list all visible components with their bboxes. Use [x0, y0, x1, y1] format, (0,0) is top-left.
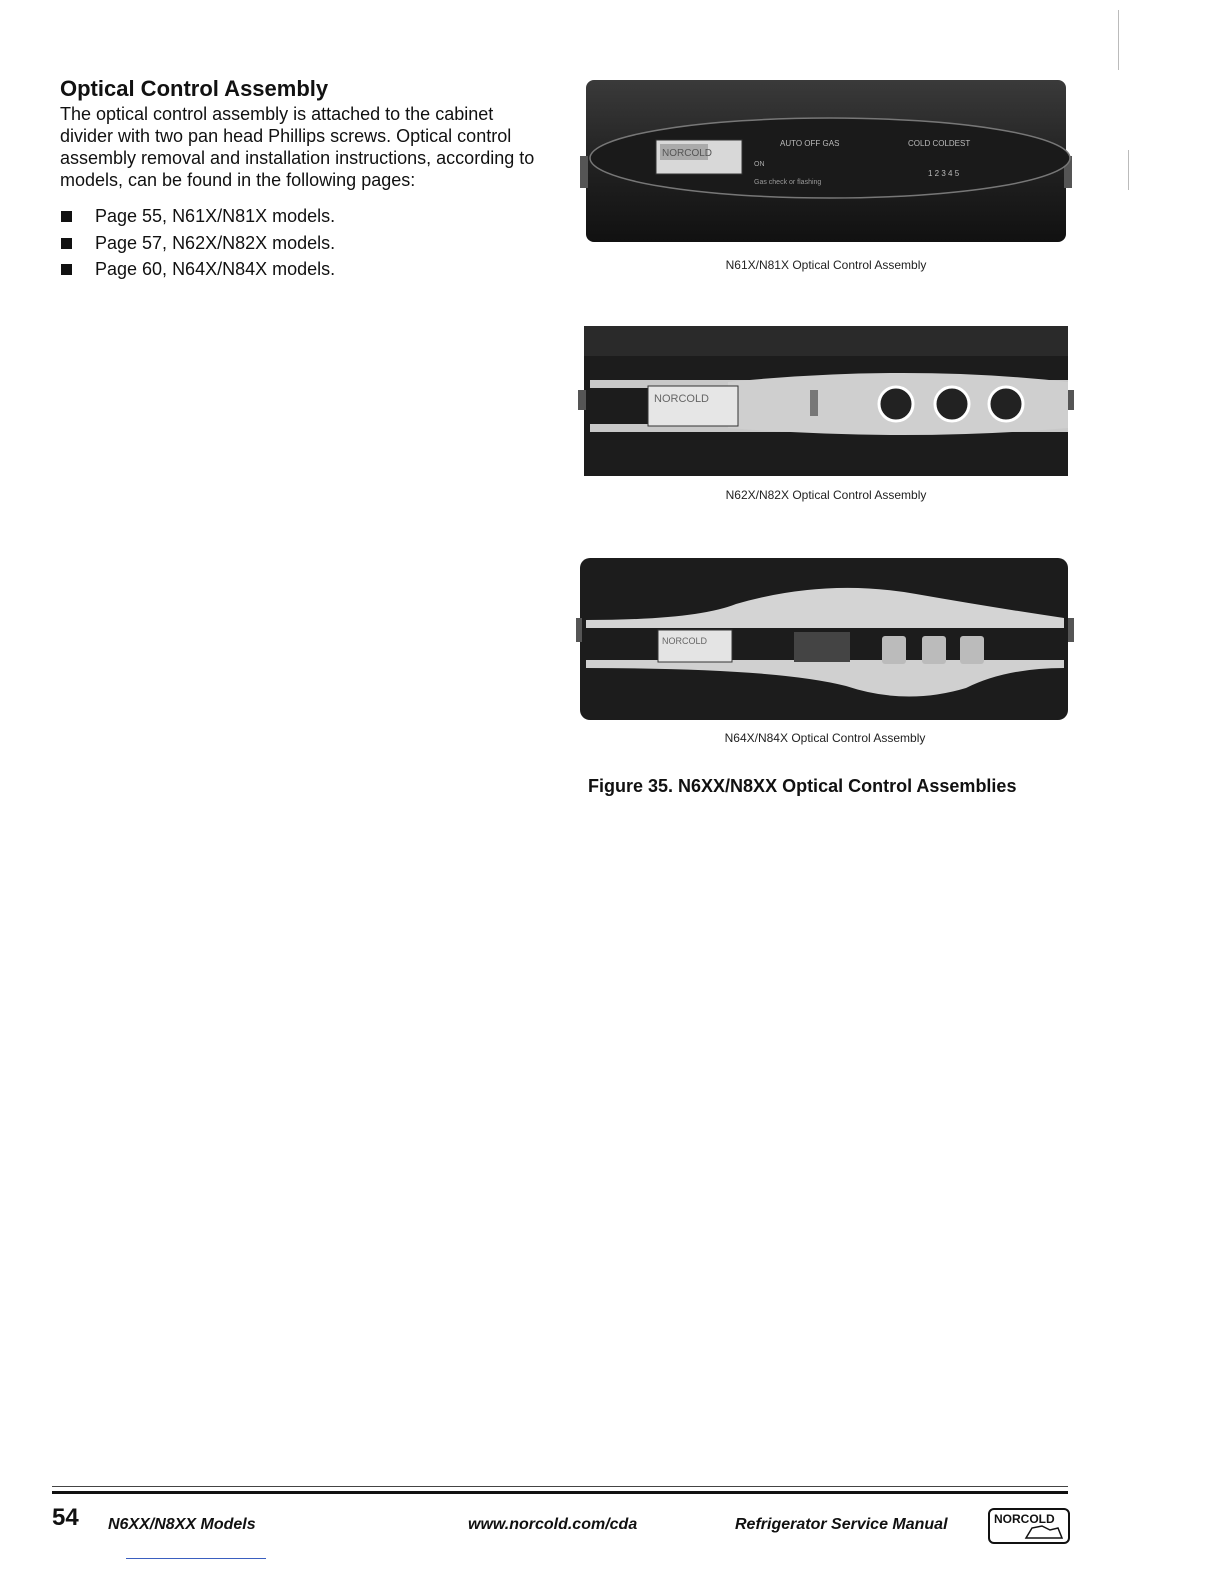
photo-logo-text: NORCOLD — [662, 148, 713, 159]
photo-n64x-control-assembly — [576, 556, 1074, 722]
photo-levels-label: 1 2 3 4 5 — [928, 169, 960, 178]
caption-n64x: N64X/N84X Optical Control Assembly — [724, 731, 926, 745]
bullet-square-icon — [61, 238, 72, 249]
photo-n61x-control-assembly — [580, 80, 1072, 246]
footer-manual-title: Refrigerator Service Manual — [735, 1516, 948, 1533]
section-body: The optical control assembly is attached to the cabinet divider with two pan head Phillips screws. Optical control assembly removal and installation instructions, according to models, can be found in the following pages: — [60, 104, 535, 191]
page-reference-list — [60, 203, 550, 283]
scan-artifact — [1118, 10, 1119, 70]
photo-check-label: Gas check or flashing — [754, 179, 822, 186]
page-number: 54 — [52, 1504, 79, 1531]
photo-on-label: ON — [754, 161, 765, 168]
photo-n62x-control-assembly — [578, 324, 1074, 480]
photo-logo-text: NORCOLD — [662, 636, 708, 646]
figure-title: Figure 35. N6XX/N8XX Optical Control Assemblies — [588, 776, 1017, 796]
list-item-text: Page 55, N61X/N81X models. — [95, 206, 336, 227]
scan-artifact — [1128, 150, 1129, 190]
list-item-text: Page 60, N64X/N84X models. — [95, 259, 336, 280]
footer-url: www.norcold.com/cda — [468, 1516, 638, 1533]
footer-models: N6XX/N8XX Models — [108, 1516, 256, 1533]
bottom-link-underline — [126, 1558, 266, 1559]
list-item — [60, 230, 550, 257]
list-item-text: Page 57, N62X/N82X models. — [95, 232, 336, 253]
text-column — [60, 76, 550, 283]
footer-rule-thick — [52, 1491, 1068, 1494]
list-item — [60, 203, 550, 230]
logo-text: NORCOLD — [994, 1512, 1055, 1526]
photo-temp-label: COLD COLDEST — [908, 139, 971, 148]
caption-n61x: N61X/N81X Optical Control Assembly — [725, 258, 927, 272]
bullet-square-icon — [61, 211, 72, 222]
list-item — [60, 256, 550, 283]
norcold-logo — [988, 1508, 1070, 1549]
bullet-square-icon — [61, 264, 72, 275]
photo-mode-label: AUTO OFF GAS — [780, 139, 840, 148]
caption-n62x: N62X/N82X Optical Control Assembly — [725, 488, 927, 502]
footer-rule-thin — [52, 1486, 1068, 1487]
photo-logo-text: NORCOLD — [654, 393, 710, 405]
section-title: Optical Control Assembly — [60, 76, 329, 101]
